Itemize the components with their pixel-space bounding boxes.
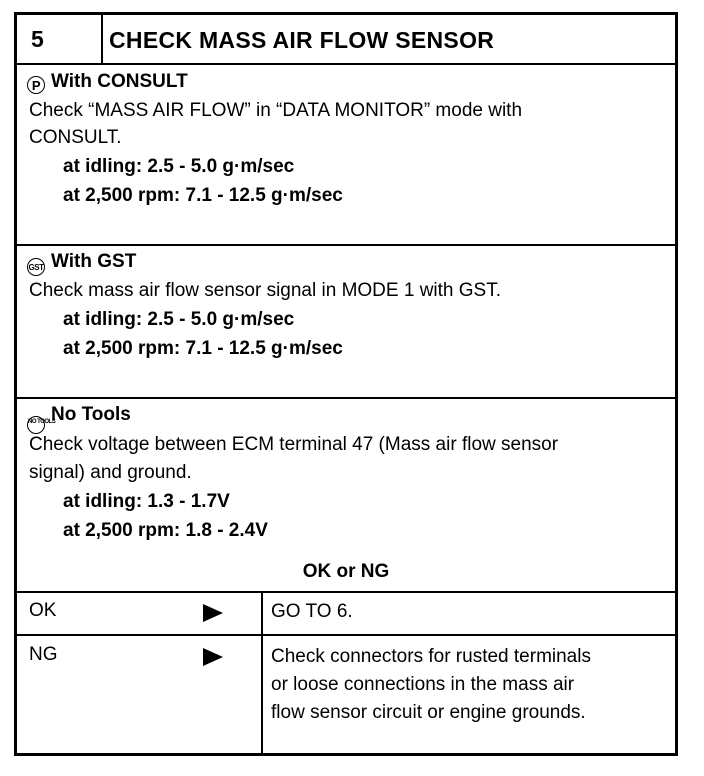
spec-line: at 2,500 rpm: 1.8 - 2.4V bbox=[63, 520, 268, 541]
consult-section bbox=[17, 65, 675, 244]
column-divider bbox=[261, 593, 263, 634]
column-divider bbox=[261, 636, 263, 753]
section-heading: With CONSULT bbox=[51, 71, 188, 92]
instruction-line: CONSULT. bbox=[29, 127, 122, 148]
no-tools-icon: NO TOOLS bbox=[27, 416, 45, 434]
section-heading: No Tools bbox=[51, 404, 131, 425]
procedure-table bbox=[14, 12, 678, 756]
result-status: OK bbox=[29, 600, 57, 621]
instruction-line: Check mass air flow sensor signal in MODE 1 with GST. bbox=[29, 280, 501, 301]
spec-line: at idling: 1.3 - 1.7V bbox=[63, 491, 230, 512]
section-heading: With GST bbox=[51, 251, 137, 272]
arrow-right-icon bbox=[203, 604, 223, 622]
result-action-line: or loose connections in the mass air bbox=[271, 674, 575, 695]
step-number: 5 bbox=[17, 15, 103, 63]
table-header bbox=[17, 15, 675, 65]
result-action-line: Check connectors for rusted terminals bbox=[271, 646, 591, 667]
instruction-line: signal) and ground. bbox=[29, 462, 192, 483]
spec-line: at idling: 2.5 - 5.0 g·m/sec bbox=[63, 309, 295, 330]
consult-icon: P bbox=[27, 76, 45, 94]
arrow-right-icon bbox=[203, 648, 223, 666]
result-status: NG bbox=[29, 644, 58, 665]
instruction-line: Check “MASS AIR FLOW” in “DATA MONITOR” mode with bbox=[29, 100, 523, 121]
no-tools-section bbox=[17, 399, 675, 591]
page-title: CHECK MASS AIR FLOW SENSOR bbox=[109, 27, 495, 53]
instruction-line: Check voltage between ECM terminal 47 (Mass air flow sensor bbox=[29, 434, 559, 455]
gst-icon: GST bbox=[27, 258, 45, 276]
result-label: OK or NG bbox=[302, 561, 390, 582]
spec-line: at 2,500 rpm: 7.1 - 12.5 g·m/sec bbox=[63, 185, 343, 206]
spec-line: at idling: 2.5 - 5.0 g·m/sec bbox=[63, 156, 295, 177]
result-action: GO TO 6. bbox=[271, 601, 353, 622]
spec-line: at 2,500 rpm: 7.1 - 12.5 g·m/sec bbox=[63, 338, 343, 359]
result-row-ok bbox=[17, 593, 675, 634]
gst-section bbox=[17, 246, 675, 397]
result-action-line: flow sensor circuit or engine grounds. bbox=[271, 702, 586, 723]
result-row-ng bbox=[17, 636, 675, 753]
